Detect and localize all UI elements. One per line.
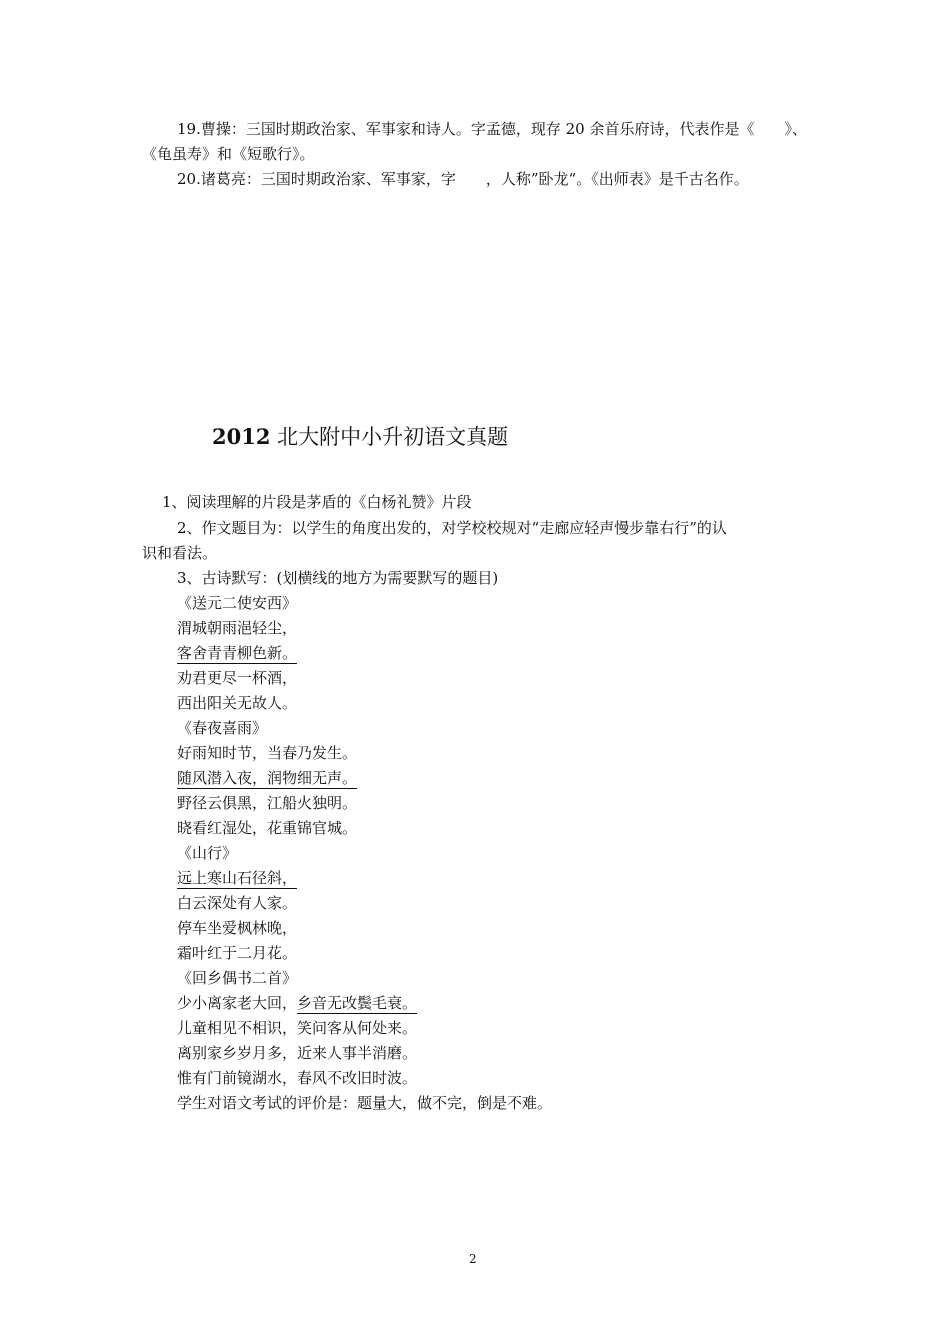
page-number: 2 [469, 1252, 477, 1266]
item-19-line1: 19.曹操：三国时期政治家、军事家和诗人。字孟德，现存 20 余首乐府诗，代表作是《 》、 [177, 120, 807, 138]
poem-line: 好雨知时节，当春乃发生。 [177, 744, 358, 762]
page-title [212, 424, 508, 450]
underlined-answer: 随风潜入夜，润物细无声。 [177, 769, 358, 787]
poem-line-part: 少小离家老大回， [177, 994, 298, 1012]
title-text: 北大附中小升初语文真题 [277, 425, 509, 449]
title-year: 2012 [212, 424, 271, 449]
underlined-answer: 乡音无改鬓毛衰。 [297, 994, 418, 1012]
poem-line: 渭城朝雨浥轻尘， [177, 619, 298, 637]
poem-title: 《送元二使安西》 [177, 594, 298, 612]
poem-line: 霜叶红于二月花。 [177, 944, 298, 962]
item-20: 20.诸葛亮：三国时期政治家、军事家，字 ，人称”卧龙“。《出师表》是千古名作。 [177, 170, 749, 188]
poem-title: 《山行》 [177, 844, 238, 862]
paragraph-2-line1: 2、作文题目为：以学生的角度出发的，对学校校规对“走廊应轻声慢步靠右行”的认 [177, 519, 727, 537]
poem-line-with-blank [177, 993, 427, 1013]
paragraph-2-line2: 识和看法。 [142, 544, 218, 562]
poem-line: 白云深处有人家。 [177, 894, 298, 912]
poem-line: 野径云俱黑，江船火独明。 [177, 794, 358, 812]
poem-line: 儿童相见不相识，笑问客从何处来。 [177, 1019, 418, 1037]
poem-title: 《回乡偶书二首》 [177, 969, 298, 987]
paragraph-1: 1、阅读理解的片段是茅盾的《白杨礼赞》片段 [162, 493, 472, 511]
item-19-line2: 《龟虽寿》和《短歌行》。 [142, 145, 315, 163]
poem-line: 惟有门前镜湖水，春风不改旧时波。 [177, 1069, 418, 1087]
poem-line: 西出阳关无故人。 [177, 694, 298, 712]
poem-title: 《春夜喜雨》 [177, 719, 268, 737]
poem-line: 劝君更尽一杯酒， [177, 669, 298, 687]
poem-line-blank [177, 868, 307, 888]
closing-remark: 学生对语文考试的评价是：题量大，做不完，倒是不难。 [177, 1094, 553, 1112]
poem-line: 晓看红湿处，花重锦官城。 [177, 819, 358, 837]
poem-line: 离别家乡岁月多，近来人事半消磨。 [177, 1044, 418, 1062]
underlined-answer: 远上寒山石径斜， [177, 869, 298, 887]
poem-line-blank [177, 643, 307, 663]
poem-line: 停车坐爱枫林晚， [177, 919, 298, 937]
poem-line-blank [177, 768, 367, 788]
underlined-answer: 客舍青青柳色新。 [177, 644, 298, 662]
paragraph-3: 3、古诗默写：(划横线的地方为需要默写的题目) [177, 569, 499, 587]
